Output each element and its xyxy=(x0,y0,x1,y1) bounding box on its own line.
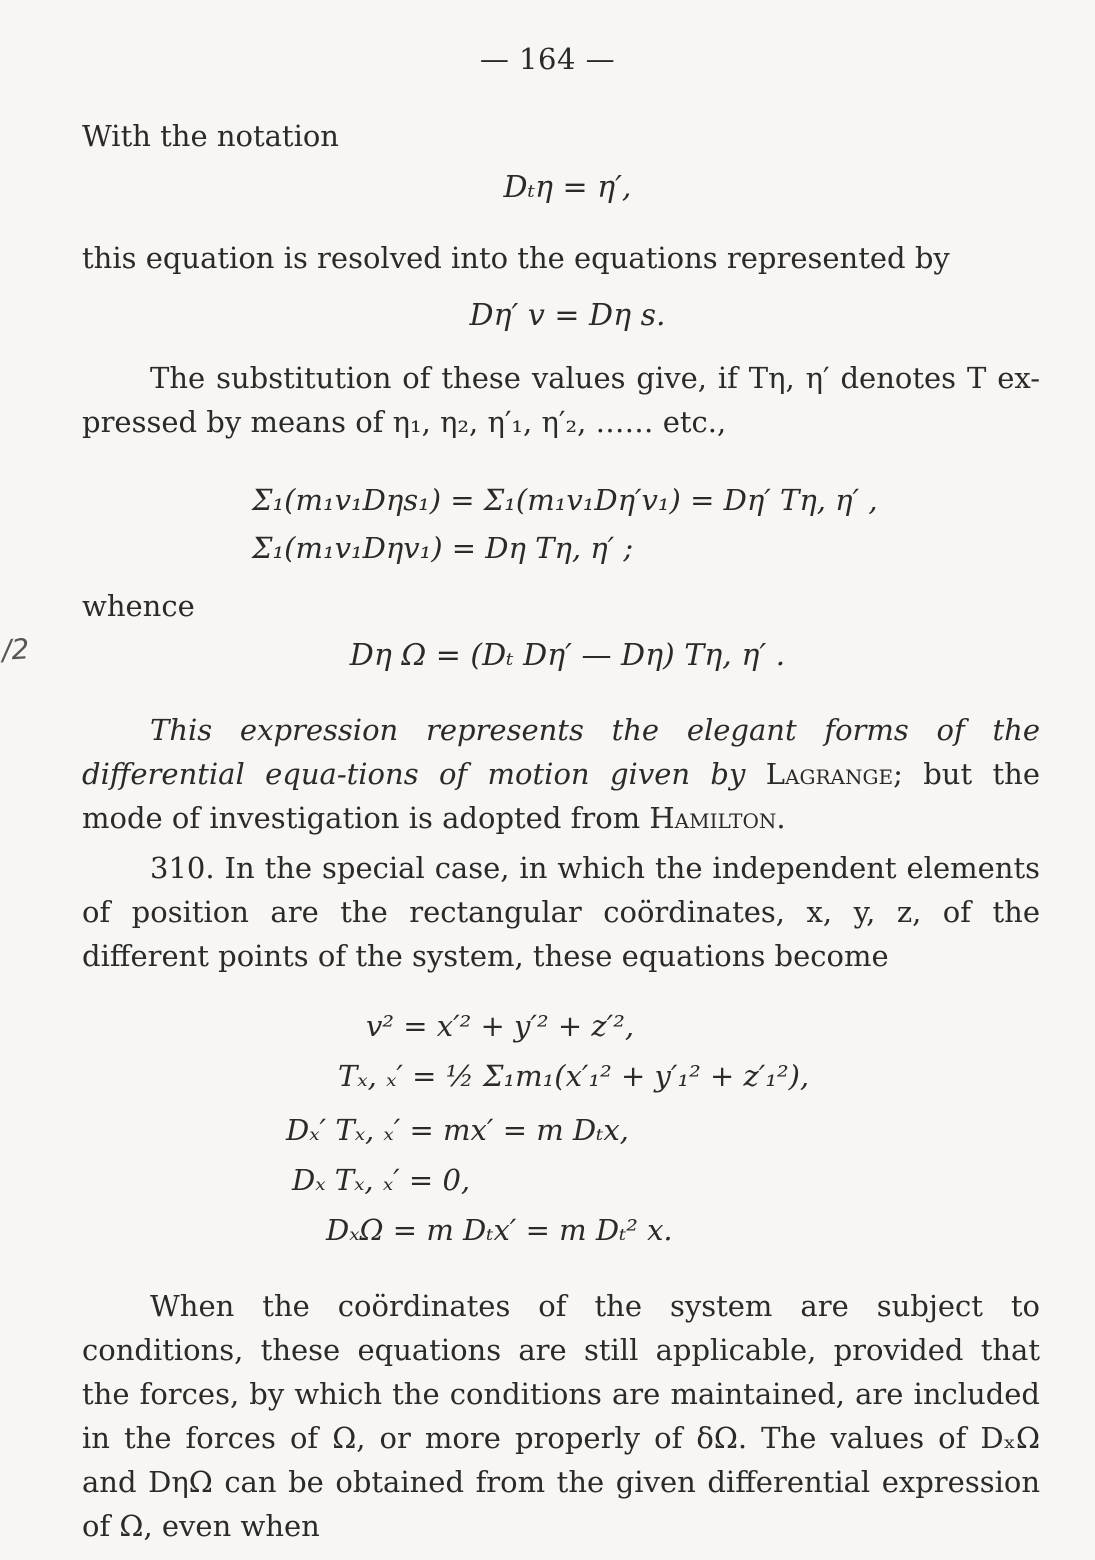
equation-dx-prime-t: Dₓ′ Tₓ, ₓ′ = mx′ = m Dₜx, xyxy=(286,1113,629,1147)
equation-t-definition: Tₓ, ₓ′ = ½ Σ₁m₁(x′₁² + y′₁² + z′₁²), xyxy=(338,1059,810,1093)
equation-dx-omega: DₓΩ = m Dₜx′ = m Dₜ² x. xyxy=(326,1213,673,1247)
paragraph-conditions: When the coördinates of the system are subject to conditions, these equations are still applicable, provided that the forces, by which the conditions are maintained, are included in the forces of Ω, or more properly of δΩ. The values of DₓΩ and DηΩ can be obtained from the given differential expression of Ω, even when xyxy=(82,1289,1040,1543)
handwritten-margin-note: /2 xyxy=(1,632,31,667)
paragraph-lagrange xyxy=(82,708,1040,840)
paragraph-notation-intro: With the notation xyxy=(82,119,339,153)
equation-d-omega: Dη Ω = (Dₜ Dη′ — Dη) Tη, η′ . xyxy=(349,638,786,673)
equation-d-eta: Dₜη = η′, xyxy=(503,170,632,205)
lagrange-italic-text: This expression represents the elegant forms of the differential equa-tions of motion given by xyxy=(82,713,1040,791)
equation-dv-ds: Dη′ v = Dη s. xyxy=(469,298,666,333)
paragraph-310: 310. In the special case, in which the independent elements of position are the rectangular coördinates, x, y, z, of the different points of the system, these equations become xyxy=(82,851,1040,973)
paragraph-resolved: this equation is resolved into the equations represented by xyxy=(82,241,950,275)
equation-sigma-first: Σ₁(m₁v₁Dηs₁) = Σ₁(m₁v₁Dη′v₁) = Dη′ Tη, η′ , xyxy=(252,483,878,517)
paragraph-whence: whence xyxy=(82,589,195,623)
hamilton-name: Hamilton. xyxy=(649,801,786,835)
page-number: — 164 — xyxy=(479,42,616,76)
lagrange-rest-text: ; but the mode of investigation is adopted from xyxy=(82,757,1041,835)
equation-v-squared: v² = x′² + y′² + z′², xyxy=(366,1009,635,1043)
lagrange-name: Lagrange xyxy=(765,757,894,791)
equation-dx-t: Dₓ Tₓ, ₓ′ = 0, xyxy=(292,1163,471,1197)
equation-sigma-second: Σ₁(m₁v₁Dηv₁) = Dη Tη, η′ ; xyxy=(252,531,634,565)
paragraph-substitution: The substitution of these values give, if Tη, η′ denotes T ex-pressed by means of η₁, η₂, η′₁, η′₂, …… etc., xyxy=(82,361,1040,439)
